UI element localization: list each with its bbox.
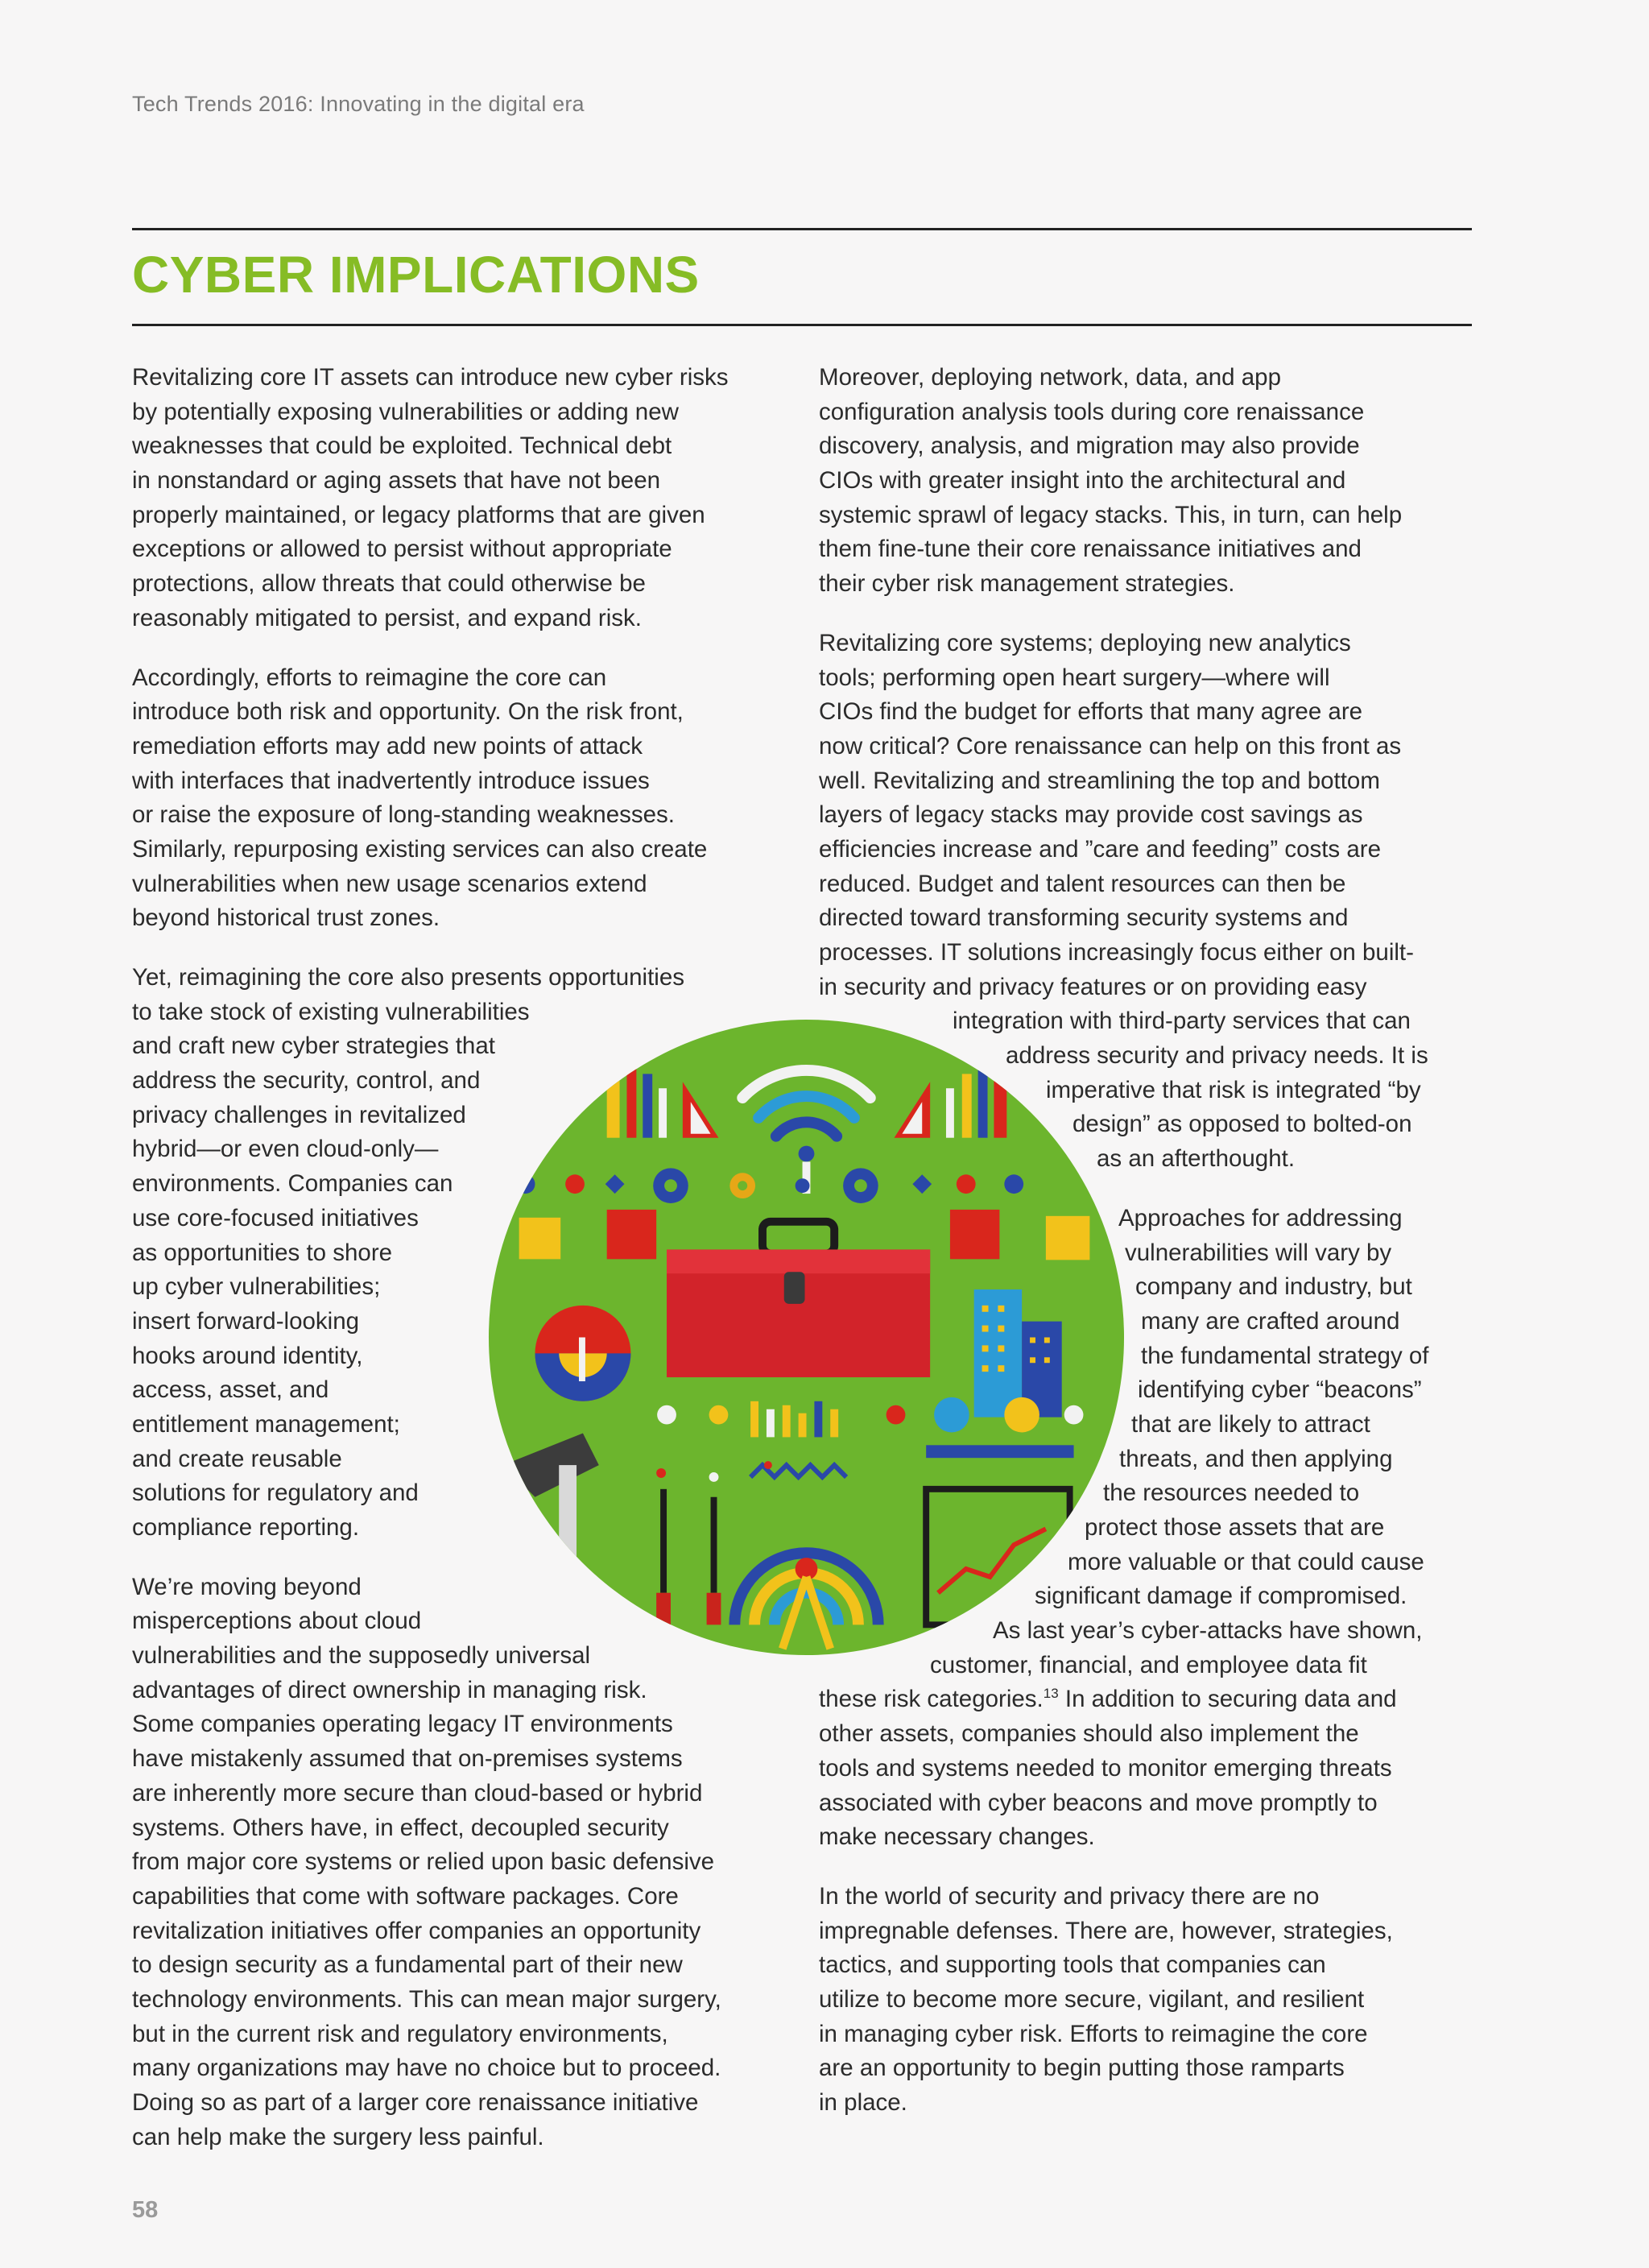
- text-line: but in the current risk and regulatory environments,: [132, 2020, 668, 2047]
- text-line: their cyber risk management strategies.: [819, 570, 1235, 598]
- text-line: access, asset, and: [132, 1376, 329, 1404]
- text-line: can help make the surgery less painful.: [132, 2123, 544, 2150]
- text-line: technology environments. This can mean major surgery,: [132, 1985, 721, 2013]
- text-line: and create reusable: [132, 1445, 342, 1472]
- text-line: compliance reporting.: [132, 1514, 360, 1541]
- text-line: in place.: [819, 2089, 907, 2116]
- text-line: entitlement management;: [132, 1410, 400, 1438]
- text-line: protect those assets that are: [1085, 1514, 1385, 1541]
- text-line: customer, financial, and employee data fit: [930, 1651, 1367, 1678]
- text-line: the resources needed to: [1103, 1480, 1360, 1507]
- text-line: Similarly, repurposing existing services can also create: [132, 835, 708, 863]
- text-line: the fundamental strategy of: [1141, 1342, 1429, 1369]
- text-line: with interfaces that inadvertently introduce issues: [132, 767, 650, 794]
- text-line: reasonably mitigated to persist, and expand risk.: [132, 604, 642, 631]
- text-line: Approaches for addressing: [1118, 1204, 1403, 1231]
- text-line: vulnerabilities will vary by: [1125, 1239, 1392, 1266]
- text-line: advantages of direct ownership in managing risk.: [132, 1676, 647, 1703]
- text-line: well. Revitalizing and streamlining the top and bottom: [819, 767, 1380, 794]
- text-line: properly maintained, or legacy platforms that are given: [132, 501, 705, 528]
- text-line: tools and systems needed to monitor emerging threats: [819, 1754, 1392, 1782]
- text-line: address security and privacy needs. It is: [1006, 1042, 1428, 1070]
- text-line: discovery, analysis, and migration may also provide: [819, 432, 1360, 460]
- text-line: are an opportunity to begin putting those ramparts: [819, 2055, 1345, 2082]
- text-line: that are likely to attract: [1131, 1410, 1370, 1438]
- text-line: remediation efforts may add new points of attack: [132, 732, 643, 759]
- text-line: Revitalizing core systems; deploying new analytics: [819, 629, 1351, 656]
- text-line: tactics, and supporting tools that companies can: [819, 1951, 1326, 1979]
- text-line: by potentially exposing vulnerabilities or adding new: [132, 398, 679, 425]
- text-line: configuration analysis tools during core renaissance: [819, 398, 1365, 425]
- text-line: utilize to become more secure, vigilant, and resilient: [819, 1985, 1365, 2013]
- text-line: to design security as a fundamental part of their new: [132, 1951, 683, 1979]
- text-line: many organizations may have no choice but to proceed.: [132, 2055, 721, 2082]
- paragraph-gap: [819, 1855, 1487, 1880]
- text-line: systems. Others have, in effect, decoupled security: [132, 1814, 669, 1841]
- paragraph-gap: [132, 636, 800, 661]
- text-line: revitalization initiatives offer companies an opportunity: [132, 1917, 701, 1944]
- text-line: Yet, reimagining the core also presents opportunities: [132, 964, 685, 991]
- text-line: are inherently more secure than cloud-based or hybrid: [132, 1779, 703, 1807]
- text-line: company and industry, but: [1135, 1273, 1412, 1301]
- text-line: design” as opposed to bolted-on: [1072, 1111, 1412, 1138]
- text-line: up cyber vulnerabilities;: [132, 1273, 381, 1301]
- text-line: Some companies operating legacy IT environments: [132, 1711, 673, 1738]
- footnote-marker: 13: [1043, 1686, 1059, 1702]
- text-line: privacy challenges in revitalized: [132, 1101, 466, 1128]
- text-line: as an afterthought.: [1097, 1145, 1296, 1173]
- page-number: 58: [132, 2197, 159, 2223]
- text-line: beyond historical trust zones.: [132, 904, 440, 932]
- text-line: vulnerabilities and the supposedly universal: [132, 1642, 591, 1670]
- text-line: have mistakenly assumed that on-premises systems: [132, 1745, 683, 1773]
- text-line: processes. IT solutions increasingly focus either on built-: [819, 939, 1414, 966]
- section-bottom-rule: [132, 324, 1472, 326]
- text-line: protections, allow threats that could otherwise be: [132, 570, 646, 598]
- text-line: in managing cyber risk. Efforts to reimagine the core: [819, 2020, 1368, 2047]
- text-line: environments. Companies can: [132, 1170, 453, 1198]
- text-line: insert forward-looking: [132, 1307, 360, 1335]
- text-line: tools; performing open heart surgery—where will: [819, 664, 1330, 691]
- text-line: imperative that risk is integrated “by: [1046, 1076, 1421, 1103]
- text-line: reduced. Budget and talent resources can then be: [819, 870, 1346, 897]
- text-line: introduce both risk and opportunity. On the risk front,: [132, 698, 684, 726]
- text-line: We’re moving beyond: [132, 1573, 362, 1600]
- text-line: In the world of security and privacy there are no: [819, 1882, 1320, 1910]
- text-line: identifying cyber “beacons”: [1138, 1376, 1422, 1404]
- cyber-toolbox-illustration: [487, 1018, 1126, 1657]
- text-line: integration with third-party services that can: [953, 1008, 1411, 1035]
- paragraph-gap: [819, 602, 1487, 627]
- text-line: weaknesses that could be exploited. Technical debt: [132, 432, 672, 460]
- text-line: these risk categories.$^{13}$ In addition to securing data and: [819, 1686, 1397, 1713]
- text-line: capabilities that come with software packages. Core: [132, 1882, 679, 1910]
- text-line: CIOs with greater insight into the architectural and: [819, 467, 1346, 495]
- text-line: hybrid—or even cloud-only—: [132, 1136, 439, 1163]
- text-line: vulnerabilities when new usage scenarios extend: [132, 870, 647, 897]
- text-line: threats, and then applying: [1119, 1445, 1393, 1472]
- text-line: exceptions or allowed to persist without appropriate: [132, 536, 672, 563]
- footnote-continuation: In addition to securing data and: [1058, 1686, 1397, 1713]
- text-line: impregnable defenses. There are, however, strategies,: [819, 1917, 1393, 1944]
- text-line: Revitalizing core IT assets can introduce new cyber risks: [132, 364, 729, 391]
- text-line: systemic sprawl of legacy stacks. This, in turn, can help: [819, 501, 1403, 528]
- text-line: misperceptions about cloud: [132, 1608, 422, 1635]
- text-line: in nonstandard or aging assets that have not been: [132, 467, 661, 495]
- paragraph-gap: [132, 936, 800, 961]
- text-line: Accordingly, efforts to reimagine the core can: [132, 664, 607, 691]
- text-line: from major core systems or relied upon basic defensive: [132, 1848, 715, 1876]
- text-line: make necessary changes.: [819, 1823, 1095, 1851]
- text-line: to take stock of existing vulnerabilities: [132, 998, 530, 1025]
- text-line: or raise the exposure of long-standing weaknesses.: [132, 801, 675, 829]
- text-line: and craft new cyber strategies that: [132, 1033, 495, 1060]
- text-line: more valuable or that could cause: [1068, 1548, 1424, 1575]
- text-line: many are crafted around: [1141, 1307, 1400, 1335]
- text-line: significant damage if compromised.: [1035, 1583, 1407, 1610]
- text-line: Doing so as part of a larger core renaissance initiative: [132, 2089, 699, 2116]
- text-line: hooks around identity,: [132, 1342, 363, 1369]
- text-line: address the security, control, and: [132, 1067, 481, 1095]
- text-line: Moreover, deploying network, data, and app: [819, 364, 1281, 391]
- text-line: As last year’s cyber-attacks have shown,: [993, 1617, 1423, 1645]
- text-line: other assets, companies should also implement the: [819, 1720, 1359, 1748]
- text-line: now critical? Core renaissance can help on this front as: [819, 732, 1402, 759]
- text-line: use core-focused initiatives: [132, 1204, 419, 1231]
- radar-icon: [535, 1306, 630, 1401]
- text-line: solutions for regulatory and: [132, 1480, 419, 1507]
- text-line: associated with cyber beacons and move promptly to: [819, 1789, 1378, 1816]
- text-line: directed toward transforming security systems and: [819, 904, 1349, 932]
- section-title: CYBER IMPLICATIONS: [132, 246, 700, 304]
- text-line: layers of legacy stacks may provide cost savings as: [819, 801, 1363, 829]
- text-line: CIOs find the budget for efforts that many agree are: [819, 698, 1363, 726]
- text-line: them fine-tune their core renaissance initiatives and: [819, 536, 1362, 563]
- text-line: in security and privacy features or on providing easy: [819, 973, 1367, 1000]
- text-line: as opportunities to shore: [132, 1239, 393, 1266]
- text-line: efficiencies increase and ”care and feeding” costs are: [819, 835, 1382, 863]
- section-top-rule: [132, 228, 1472, 230]
- running-header: Tech Trends 2016: Innovating in the digital era: [132, 92, 585, 116]
